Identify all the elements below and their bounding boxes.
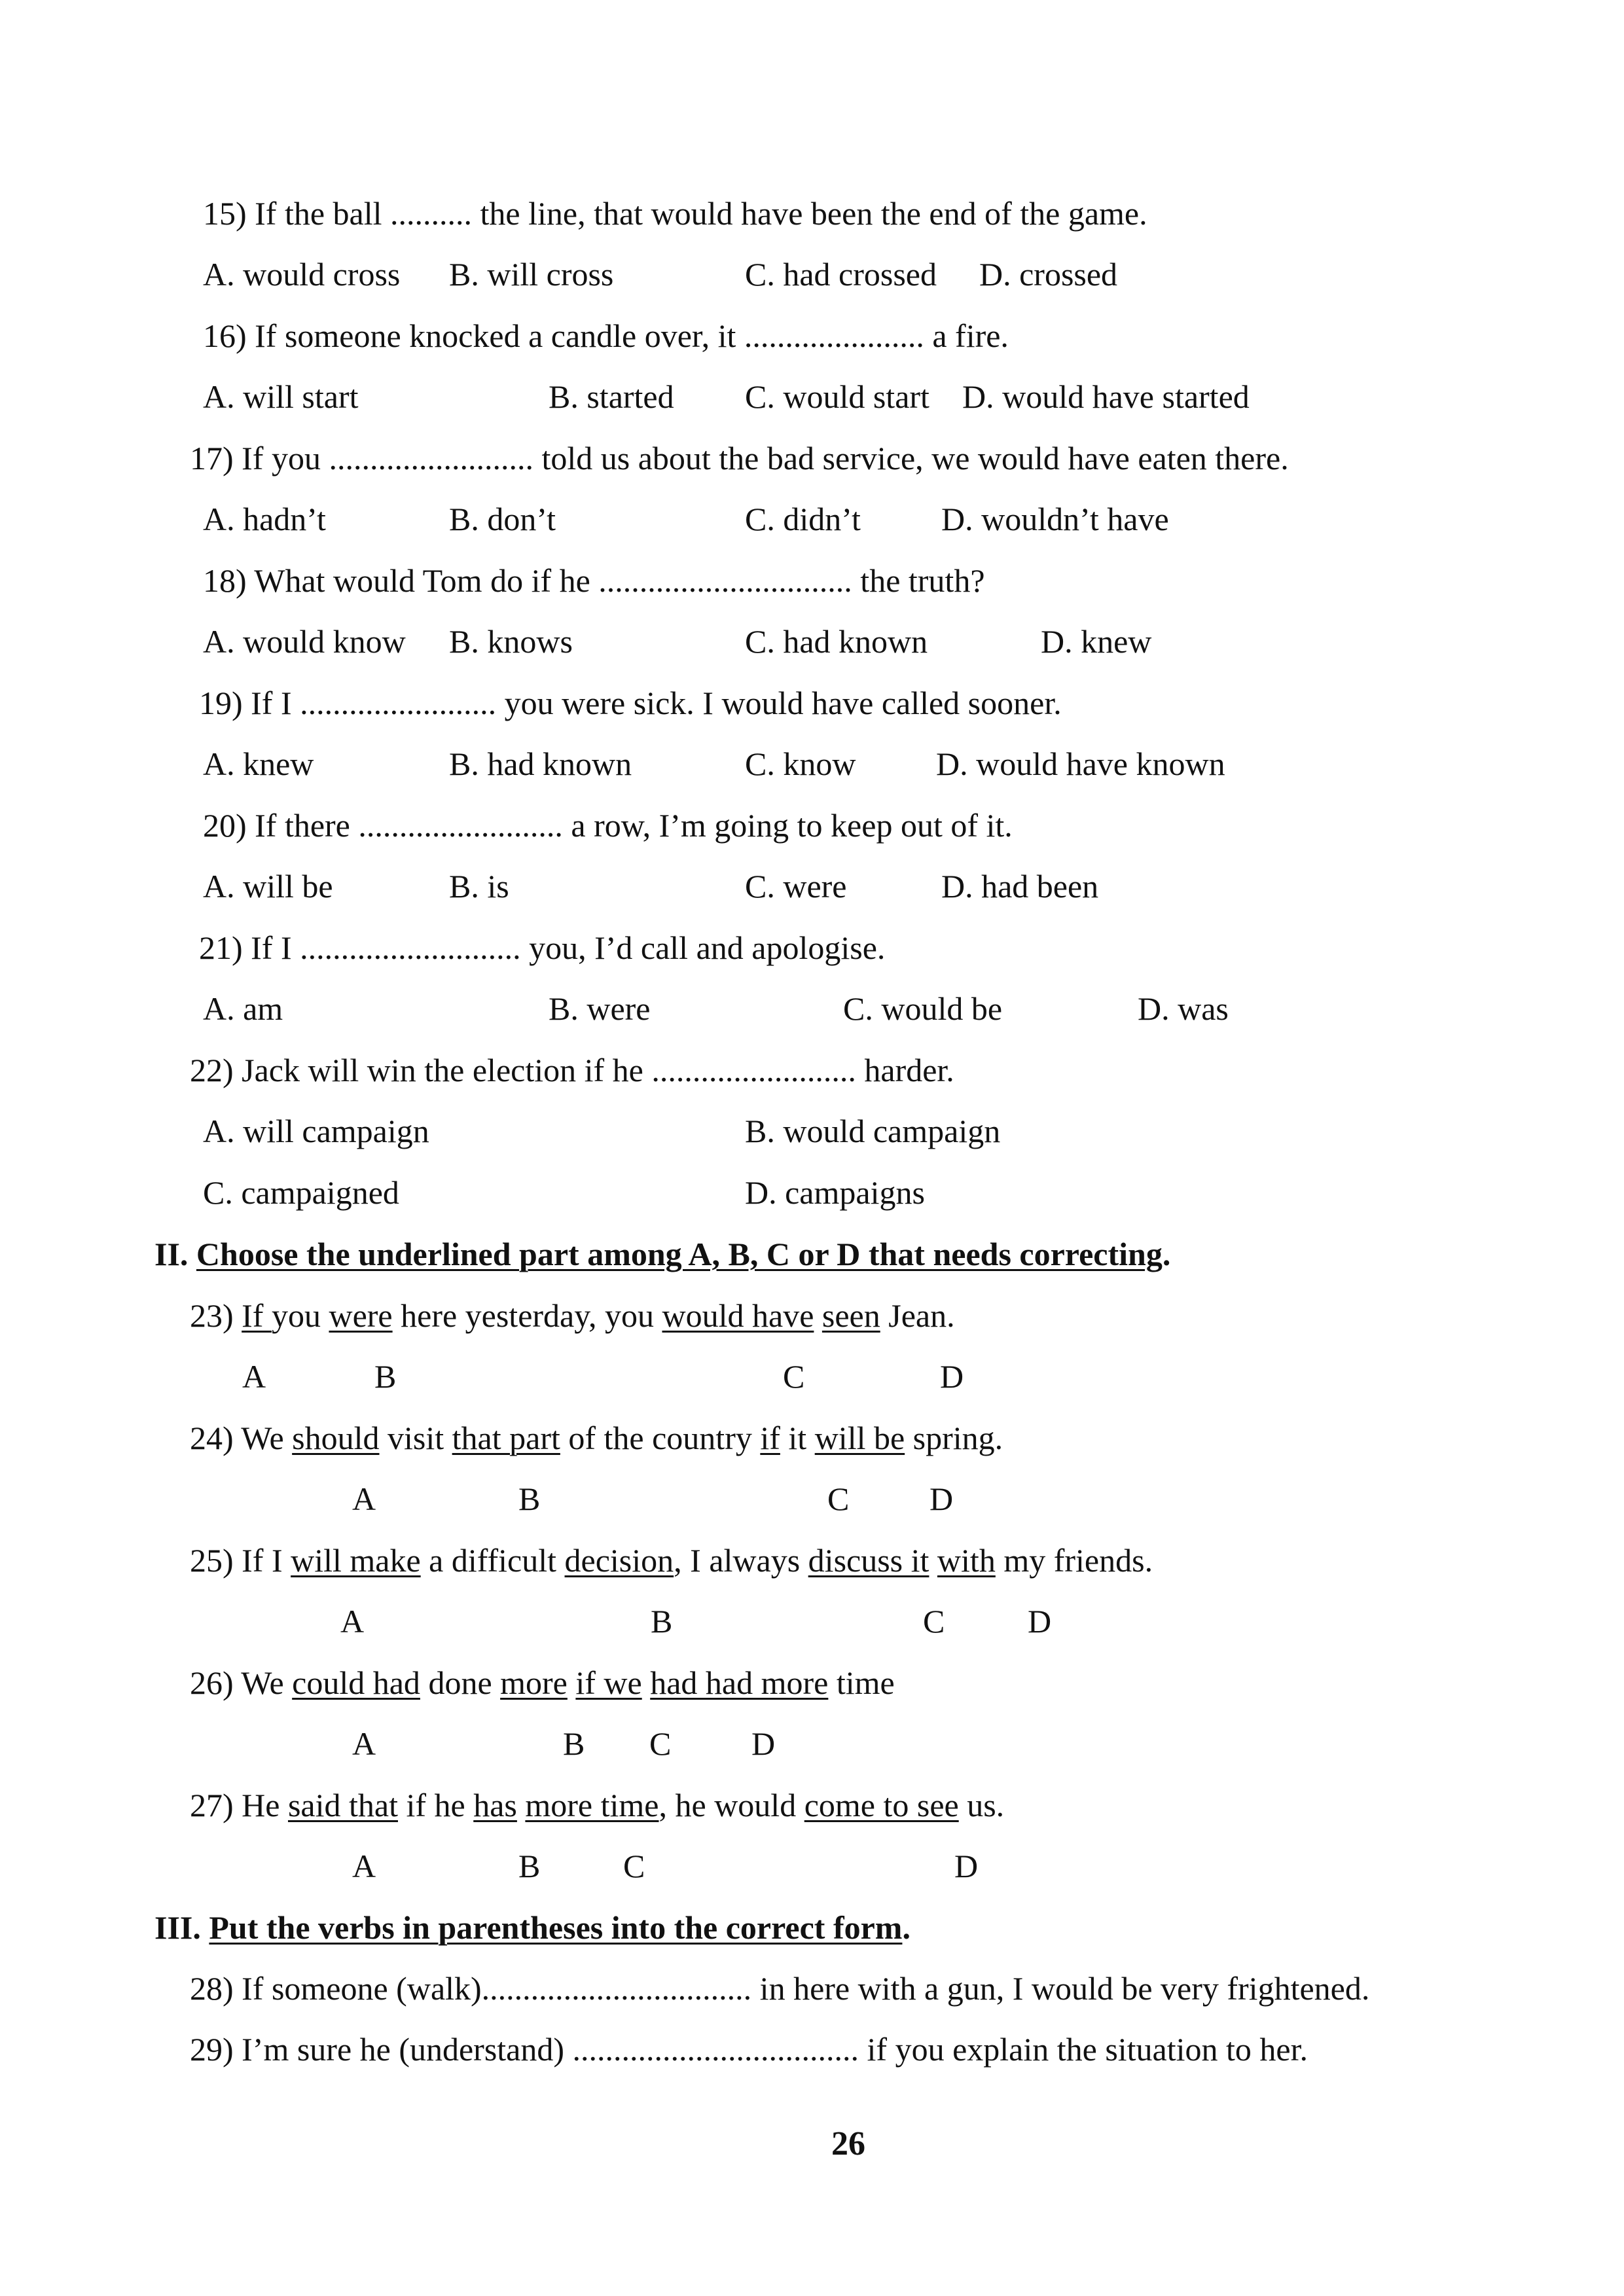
q17-option-d: D. wouldn’t have	[941, 501, 1169, 537]
q24-part-d: will be	[814, 1420, 905, 1456]
q25-part-b: decision	[564, 1542, 674, 1579]
q26-label-a: A	[352, 1725, 376, 1762]
q23-label-c: C	[783, 1358, 805, 1395]
q19-option-d: D. would have known	[936, 745, 1225, 782]
q15-option-c: C. had crossed	[745, 256, 937, 293]
q22-option-c: C. campaigned	[203, 1174, 399, 1211]
section-2-title: Choose the underlined part among A, B, C or D that needs correcting	[196, 1236, 1163, 1272]
q27-part-b: has	[473, 1787, 517, 1823]
q18-option-a: A. would know	[203, 623, 406, 660]
q23-part-b: were	[329, 1297, 393, 1334]
q16-option-d: D. would have started	[962, 378, 1250, 415]
q22-option-d: D. campaigns	[745, 1174, 925, 1211]
question-18: 18) What would Tom do if he ............................... the truth?	[203, 562, 985, 599]
q25-label-d: D	[1028, 1603, 1052, 1640]
question-15: 15) If the ball .......... the line, that would have been the end of the game.	[203, 195, 1147, 232]
q20-option-b: B. is	[449, 868, 509, 905]
q25-part-c: discuss it	[808, 1542, 929, 1579]
q25-part-a: will make	[291, 1542, 421, 1579]
q25-label-b: B	[651, 1603, 673, 1640]
question-19: 19) If I ........................ you were sick. I would have called sooner.	[199, 685, 1062, 721]
section-3-title: Put the verbs in parentheses into the correct form	[209, 1909, 903, 1946]
q23-part-d: seen	[821, 1297, 880, 1334]
q19-option-b: B. had known	[449, 745, 632, 782]
q18-option-b: B. knows	[449, 623, 573, 660]
q21-option-c: C. would be	[843, 990, 1003, 1027]
q15-option-d: D. crossed	[979, 256, 1118, 293]
q27-part-d: come to see	[804, 1787, 959, 1823]
q27-label-c: C	[623, 1848, 645, 1884]
question-21: 21) If I ........................... you, I’d call and apologise.	[199, 929, 886, 966]
section-2-heading	[154, 1234, 1170, 1274]
question-16: 16) If someone knocked a candle over, it ...................... a fire.	[203, 317, 1009, 354]
q24-label-a: A	[352, 1480, 376, 1517]
error-question-26: 26) We could had done more if we had had more time	[190, 1664, 895, 1701]
q25-part-d: with	[937, 1542, 996, 1579]
q26-label-b: B	[563, 1725, 585, 1762]
q18-option-c: C. had known	[745, 623, 928, 660]
q27-label-b: B	[518, 1848, 541, 1884]
q27-part-a: said that	[287, 1787, 398, 1823]
page-number: 26	[831, 2125, 865, 2162]
q23-part-c: would have	[662, 1297, 814, 1334]
section-3-heading	[154, 1908, 911, 1947]
q21-option-d: D. was	[1138, 990, 1229, 1027]
q17-option-b: B. don’t	[449, 501, 556, 537]
q19-option-a: A. knew	[203, 745, 314, 782]
q21-option-b: B. were	[549, 990, 651, 1027]
q22-option-a: A. will campaign	[203, 1113, 429, 1149]
q16-option-a: A. will start	[203, 378, 359, 415]
q24-label-c: C	[827, 1480, 850, 1517]
verb-question-29: 29) I’m sure he (understand) ................................... if you explain the situation to her.	[190, 2031, 1308, 2068]
q22-option-b: B. would campaign	[745, 1113, 1001, 1149]
question-17: 17) If you ......................... told us about the bad service, we would have eaten there.	[190, 440, 1289, 476]
q23-label-a: A	[242, 1358, 266, 1395]
q24-part-a: should	[292, 1420, 380, 1456]
section-2-period: .	[1162, 1236, 1171, 1272]
question-20: 20) If there ......................... a row, I’m going to keep out of it.	[203, 807, 1013, 844]
q26-part-b: more	[500, 1664, 568, 1701]
q24-label-b: B	[518, 1480, 541, 1517]
section-3-number: III.	[154, 1909, 201, 1946]
q20-option-a: A. will be	[203, 868, 333, 905]
q24-label-d: D	[929, 1480, 954, 1517]
q15-option-b: B. will cross	[449, 256, 614, 293]
q23-label-b: B	[374, 1358, 397, 1395]
q21-option-a: A. am	[203, 990, 283, 1027]
q26-part-a: could had	[292, 1664, 420, 1701]
q18-option-d: D. knew	[1041, 623, 1152, 660]
q26-part-d: had had more	[650, 1664, 829, 1701]
q20-option-d: D. had been	[941, 868, 1099, 905]
q27-part-c: more time	[525, 1787, 659, 1823]
q26-label-c: C	[649, 1725, 672, 1762]
q16-option-c: C. would start	[745, 378, 929, 415]
q17-option-a: A. hadn’t	[203, 501, 326, 537]
section-3-period: .	[902, 1909, 911, 1946]
error-question-23: 23) If you were here yesterday, you would have seen Jean.	[190, 1297, 955, 1334]
q16-option-b: B. started	[549, 378, 674, 415]
q26-label-d: D	[751, 1725, 776, 1762]
error-question-27: 27) He said that if he has more time, he would come to see us.	[190, 1787, 1005, 1823]
q23-part-a: If	[242, 1297, 272, 1334]
verb-question-28: 28) If someone (walk)................................. in here with a gun, I would be very frightened.	[190, 1970, 1370, 2007]
q25-label-c: C	[923, 1603, 945, 1640]
section-2-number: II.	[154, 1236, 189, 1272]
q19-option-c: C. know	[745, 745, 856, 782]
q27-label-a: A	[352, 1848, 376, 1884]
q24-part-c: if	[760, 1420, 780, 1456]
q23-label-d: D	[940, 1358, 964, 1395]
q17-option-c: C. didn’t	[745, 501, 861, 537]
error-question-25: 25) If I will make a difficult decision, I always discuss it with my friends.	[190, 1542, 1153, 1579]
q25-label-a: A	[340, 1603, 365, 1640]
q20-option-c: C. were	[745, 868, 847, 905]
question-22: 22) Jack will win the election if he ......................... harder.	[190, 1052, 954, 1088]
q15-option-a: A. would cross	[203, 256, 401, 293]
error-question-24: 24) We should visit that part of the country if it will be spring.	[190, 1420, 1003, 1456]
q27-label-d: D	[954, 1848, 979, 1884]
q26-part-c: if we	[575, 1664, 642, 1701]
q24-part-b: that part	[452, 1420, 560, 1456]
